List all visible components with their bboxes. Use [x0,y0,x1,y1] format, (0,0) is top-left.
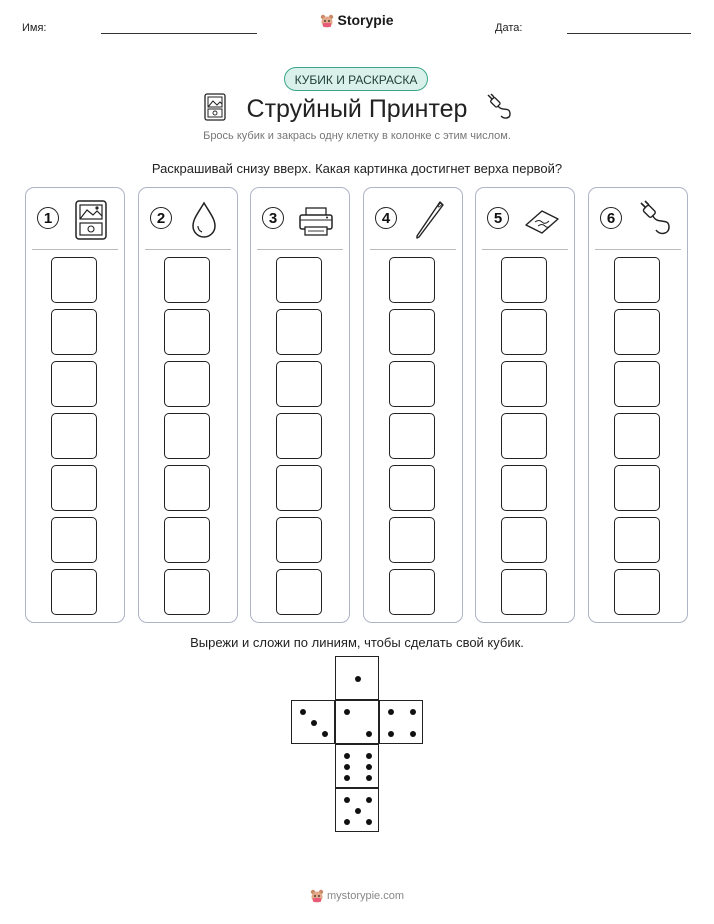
cut-instruction: Вырежи и сложи по линиям, чтобы сделать свой кубик. [190,635,524,650]
color-cell[interactable] [164,569,210,615]
color-cell[interactable] [51,465,97,511]
color-cell[interactable] [164,361,210,407]
color-cell[interactable] [389,413,435,459]
coloring-instruction: Раскрашивай снизу вверх. Какая картинка достигнет верха первой? [151,161,563,176]
color-cell[interactable] [276,517,322,563]
color-cell[interactable] [501,413,547,459]
column-number: 2 [150,207,172,229]
color-cell[interactable] [164,413,210,459]
color-cell[interactable] [164,257,210,303]
color-cell[interactable] [614,309,660,355]
bear-logo-icon [310,889,324,903]
die-face-1 [335,656,379,700]
color-cell[interactable] [614,257,660,303]
color-cell[interactable] [51,257,97,303]
color-cell[interactable] [501,465,547,511]
paper-sheet-icon [522,199,560,241]
column-number: 6 [600,207,622,229]
ink-drop-icon [185,199,223,241]
color-cell[interactable] [389,257,435,303]
die-face-4 [379,700,423,744]
color-cell[interactable] [51,569,97,615]
color-cell[interactable] [614,517,660,563]
cable-title-icon [484,92,514,122]
color-cell[interactable] [501,361,547,407]
color-cell[interactable] [614,413,660,459]
color-cell[interactable] [164,517,210,563]
color-cell[interactable] [276,257,322,303]
cable-icon [635,199,673,241]
column-5 [475,187,575,623]
date-line[interactable] [567,33,691,34]
color-cell[interactable] [389,465,435,511]
color-cell[interactable] [614,465,660,511]
page-title: Струйный Принтер [246,95,468,123]
name-line[interactable] [101,33,257,34]
die-face-6 [335,744,379,788]
footer [0,889,714,903]
color-cell[interactable] [51,361,97,407]
category-badge: КУБИК И РАСКРАСКА [284,67,428,91]
color-cell[interactable] [164,309,210,355]
brand-logo [0,12,714,28]
die-face-3 [291,700,335,744]
color-cell[interactable] [501,257,547,303]
color-cell[interactable] [501,569,547,615]
color-cell[interactable] [501,517,547,563]
die-face-2 [335,700,379,744]
color-cell[interactable] [276,465,322,511]
color-cell[interactable] [614,569,660,615]
color-cell[interactable] [164,465,210,511]
page-subtitle: Брось кубик и закрась одну клетку в колонке с этим числом. [203,130,511,142]
column-6 [588,187,688,623]
color-cell[interactable] [51,413,97,459]
column-2 [138,187,238,623]
brand-name: Storypie [337,12,394,28]
color-cell[interactable] [276,569,322,615]
color-cell[interactable] [276,361,322,407]
photo-print-icon [72,199,110,241]
bear-logo-icon [320,14,334,28]
column-number: 3 [262,207,284,229]
color-cell[interactable] [51,309,97,355]
die-face-5 [335,788,379,832]
color-cell[interactable] [389,517,435,563]
footer-url[interactable]: mystorypie.com [326,889,405,902]
color-cell[interactable] [389,361,435,407]
name-label: Имя: [22,22,47,34]
color-cell[interactable] [276,413,322,459]
column-number: 5 [487,207,509,229]
printer-icon [297,199,335,241]
column-number: 1 [37,207,59,229]
column-3 [250,187,350,623]
color-cell[interactable] [389,569,435,615]
color-cell[interactable] [389,309,435,355]
color-cell[interactable] [614,361,660,407]
color-cell[interactable] [51,517,97,563]
needle-icon [410,199,448,241]
column-4 [363,187,463,623]
color-cell[interactable] [276,309,322,355]
date-label: Дата: [495,22,523,34]
color-cell[interactable] [501,309,547,355]
column-number: 4 [375,207,397,229]
column-1 [25,187,125,623]
